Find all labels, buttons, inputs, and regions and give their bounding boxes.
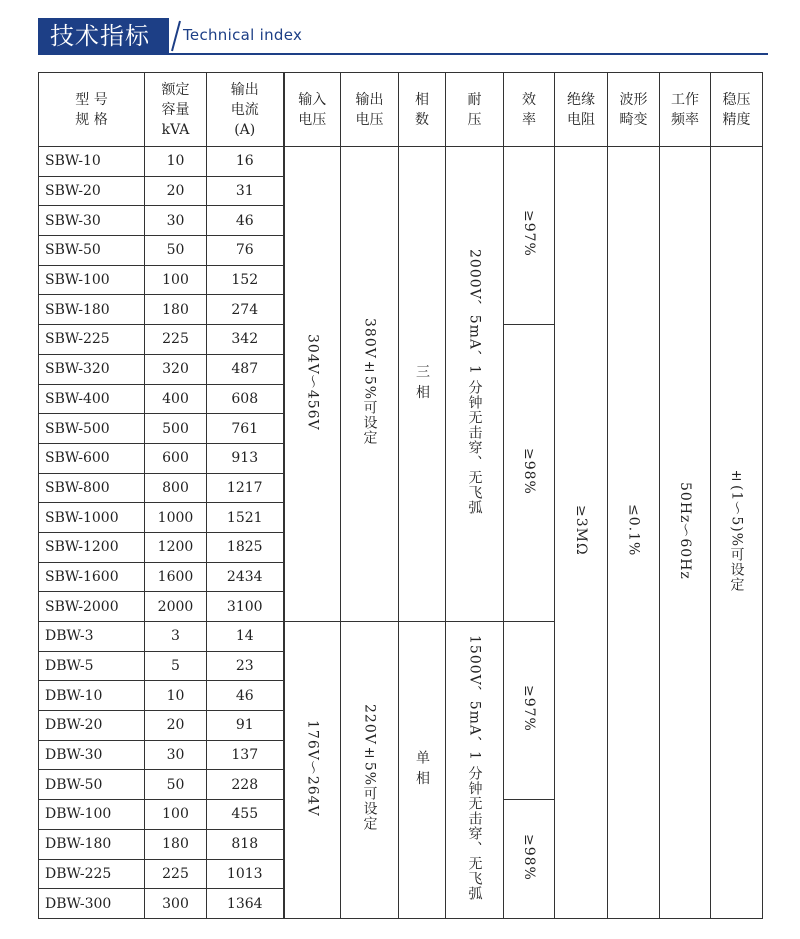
distortion-cell-text: ≤0.1% [625,504,642,557]
kva-cell: 3 [145,622,207,652]
section-header [38,18,768,54]
model-cell: SBW-10 [39,147,145,177]
model-cell: SBW-1600 [39,562,145,592]
kva-cell: 1600 [145,562,207,592]
insulation-cell [555,147,608,919]
dbw-withstand [446,622,504,919]
model-cell: SBW-225 [39,325,145,355]
dbw-output-voltage [341,622,399,919]
model-cell: SBW-100 [39,265,145,295]
header-phase [399,73,446,147]
sbw-input-voltage [284,147,341,622]
header-input-voltage-text: 输入 电压 [298,91,327,128]
kva-cell: 1200 [145,532,207,562]
model-cell: SBW-1200 [39,532,145,562]
header-output-voltage [341,73,399,147]
amp-cell: 761 [207,414,284,444]
amp-cell: 274 [207,295,284,325]
sbw-phase [399,147,446,622]
kva-cell: 225 [145,859,207,889]
header-model-text: 型 号 规 格 [75,91,108,128]
model-cell: DBW-225 [39,859,145,889]
kva-cell: 30 [145,740,207,770]
header-underline [38,53,768,55]
kva-cell: 180 [145,295,207,325]
header-current-text: 输出 电流 (A) [230,81,259,138]
section-title-en: Technical index [183,26,303,44]
kva-cell: 20 [145,711,207,741]
kva-cell: 10 [145,681,207,711]
amp-cell: 76 [207,236,284,266]
model-cell: SBW-50 [39,236,145,266]
header-insulation [555,73,608,147]
amp-cell: 455 [207,800,284,830]
header-distortion [608,73,660,147]
dbw-efficiency-b-text: ≥98% [521,833,537,881]
frequency-cell-text: 50Hz～60Hz [677,481,693,580]
amp-cell: 23 [207,651,284,681]
header-withstand-text: 耐 压 [467,91,482,128]
header-row [39,73,763,147]
kva-cell: 50 [145,770,207,800]
kva-cell: 300 [145,889,207,919]
header-capacity [145,73,207,147]
amp-cell: 46 [207,206,284,236]
model-cell: DBW-50 [39,770,145,800]
model-cell: SBW-20 [39,176,145,206]
header-insulation-text: 绝缘 电阻 [567,91,595,128]
dbw-phase [399,622,446,919]
sbw-efficiency-b-text: ≥98% [521,447,537,495]
amp-cell: 91 [207,711,284,741]
amp-cell: 137 [207,740,284,770]
dbw-withstand-text: 1500V、5mA、1 分钟无击穿、无飞弧 [466,634,483,902]
insulation-cell-text: ≥3MΩ [573,505,589,556]
model-cell: SBW-30 [39,206,145,236]
amp-cell: 1825 [207,532,284,562]
model-cell: DBW-20 [39,711,145,741]
precision-cell [711,147,763,919]
kva-cell: 600 [145,443,207,473]
amp-cell: 1217 [207,473,284,503]
kva-cell: 225 [145,325,207,355]
kva-cell: 320 [145,354,207,384]
model-cell: SBW-500 [39,414,145,444]
distortion-cell [608,147,660,919]
model-cell: SBW-600 [39,443,145,473]
amp-cell: 31 [207,176,284,206]
sbw-efficiency-a [504,147,555,325]
sbw-withstand-text: 2000V、5mA、1 分钟无击穿、无飞弧 [466,248,483,516]
spec-table [38,72,763,919]
sbw-phase-text: 三 相 [414,364,430,400]
sbw-efficiency-b [504,325,555,622]
model-cell: SBW-2000 [39,592,145,622]
sbw-withstand [446,147,504,622]
model-cell: DBW-180 [39,829,145,859]
sbw-output-voltage [341,147,399,622]
slash-divider-icon [171,20,181,52]
amp-cell: 2434 [207,562,284,592]
model-cell: SBW-1000 [39,503,145,533]
kva-cell: 30 [145,206,207,236]
model-cell: SBW-800 [39,473,145,503]
header-distortion-text: 波形 畸变 [619,91,648,128]
amp-cell: 342 [207,325,284,355]
model-cell: DBW-300 [39,889,145,919]
header-precision-text: 稳压 精度 [722,91,751,128]
header-phase-text: 相 数 [415,91,429,128]
kva-cell: 2000 [145,592,207,622]
kva-cell: 800 [145,473,207,503]
model-cell: DBW-3 [39,622,145,652]
model-cell: DBW-10 [39,681,145,711]
dbw-input-voltage-text: 176V～264V [304,719,321,817]
amp-cell: 3100 [207,592,284,622]
header-efficiency-text: 效 率 [522,91,536,128]
amp-cell: 1364 [207,889,284,919]
kva-cell: 500 [145,414,207,444]
model-cell: DBW-100 [39,800,145,830]
dbw-output-voltage-text: 220V±5%可设定 [361,704,378,832]
kva-cell: 180 [145,829,207,859]
kva-cell: 5 [145,651,207,681]
amp-cell: 1013 [207,859,284,889]
model-cell: SBW-320 [39,354,145,384]
header-precision [711,73,763,147]
amp-cell: 14 [207,622,284,652]
kva-cell: 100 [145,265,207,295]
amp-cell: 487 [207,354,284,384]
dbw-input-voltage [284,622,341,919]
header-input-voltage [284,73,341,147]
dbw-efficiency-b [504,800,555,919]
sbw-output-voltage-text: 380V±5%可设定 [361,318,378,446]
frequency-cell [660,147,711,919]
header-frequency-text: 工作 频率 [671,91,699,128]
dbw-efficiency-a [504,622,555,800]
amp-cell: 228 [207,770,284,800]
kva-cell: 1000 [145,503,207,533]
amp-cell: 152 [207,265,284,295]
model-cell: DBW-30 [39,740,145,770]
amp-cell: 913 [207,443,284,473]
dbw-phase-text: 单 相 [414,750,430,786]
amp-cell: 16 [207,147,284,177]
kva-cell: 10 [145,147,207,177]
sbw-input-voltage-text: 304V～456V [304,333,321,431]
amp-cell: 818 [207,829,284,859]
table-row [39,147,763,177]
sbw-efficiency-a-text: ≥97% [521,210,537,257]
header-efficiency [504,73,555,147]
header-current [207,73,284,147]
header-model [39,73,145,147]
amp-cell: 1521 [207,503,284,533]
precision-cell-text: ±(1～5)%可设定 [728,468,745,593]
section-title-cn: 技术指标 [38,18,169,54]
amp-cell: 608 [207,384,284,414]
kva-cell: 20 [145,176,207,206]
header-capacity-text: 额定 容量 kVA [161,81,190,138]
header-frequency [660,73,711,147]
amp-cell: 46 [207,681,284,711]
header-output-voltage-text: 输出 电压 [355,91,384,128]
model-cell: SBW-180 [39,295,145,325]
header-withstand [446,73,504,147]
dbw-efficiency-a-text: ≥97% [521,685,537,732]
model-cell: SBW-400 [39,384,145,414]
kva-cell: 400 [145,384,207,414]
kva-cell: 100 [145,800,207,830]
model-cell: DBW-5 [39,651,145,681]
kva-cell: 50 [145,236,207,266]
